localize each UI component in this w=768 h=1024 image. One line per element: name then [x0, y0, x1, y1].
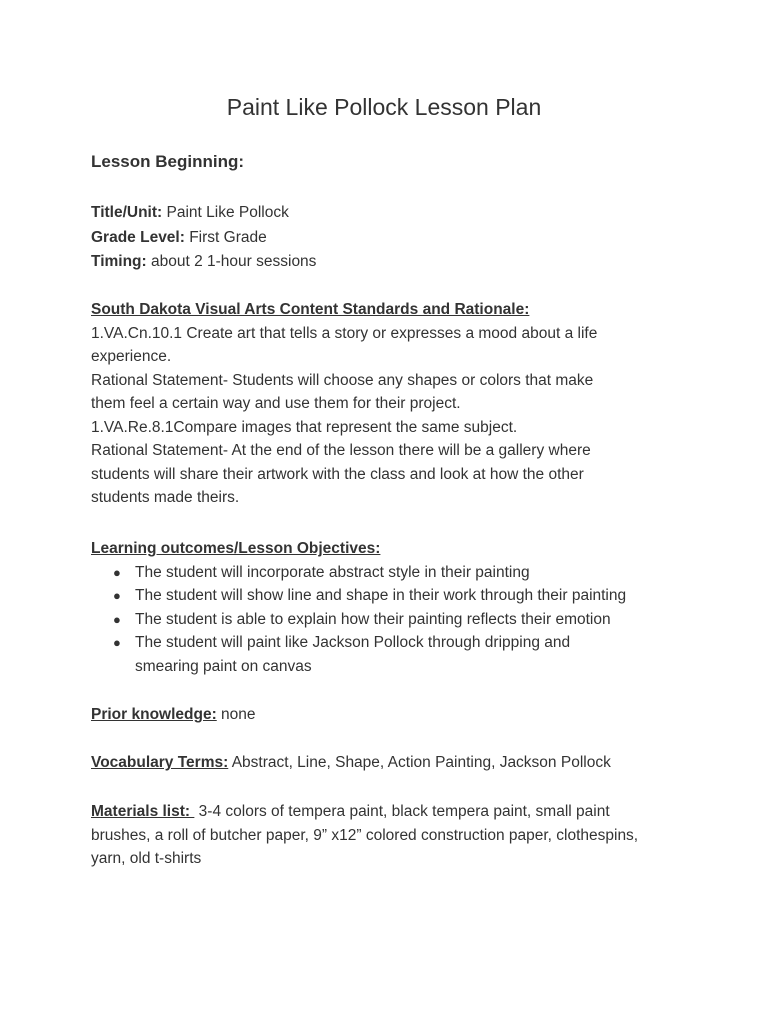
objective-text: The student will show line and shape in their work through their painting	[135, 587, 627, 604]
lesson-beginning-heading: Lesson Beginning:	[91, 152, 244, 171]
standards-line: 1.VA.Cn.10.1 Create art that tells a story or expresses a mood about a life	[91, 324, 598, 342]
timing-field	[91, 250, 691, 274]
prior-knowledge-value: none	[216, 706, 256, 723]
vocabulary-label: Vocabulary Terms:	[91, 754, 229, 771]
standards-line: experience.	[91, 348, 172, 365]
list-item	[91, 631, 635, 678]
grade-level-value: First Grade	[184, 228, 267, 246]
list-item	[91, 561, 691, 585]
objective-text: The student will incorporate abstract style in their painting	[135, 563, 530, 581]
bullet-icon: ●	[113, 635, 121, 650]
standards-line: students made theirs.	[91, 489, 240, 506]
bullet-icon: ●	[113, 611, 121, 627]
standards-section	[91, 298, 691, 510]
list-item	[91, 608, 691, 632]
standards-line: them feel a certain way and use them for their project.	[91, 395, 461, 412]
title-unit-label: Title/Unit:	[91, 204, 163, 221]
objective-text: The student is able to explain how their painting reflects their emotion	[135, 610, 611, 628]
vocabulary-value: Abstract, Line, Shape, Action Painting, Jackson Pollock	[228, 754, 611, 771]
standards-line: Rational Statement- Students will choose any shapes or colors that make	[91, 371, 594, 389]
vocabulary-field	[91, 751, 691, 775]
title-unit-field	[91, 201, 691, 225]
bullet-icon: ●	[113, 564, 121, 580]
materials-value: 3-4 colors of tempera paint, black tempera paint, small paint brushes, a roll of butcher paper, 9” x12” colored construction paper, clothespins, yarn, old t-shirts	[91, 803, 639, 867]
standards-heading: South Dakota Visual Arts Content Standards and Rationale:	[91, 301, 530, 318]
standards-line: students will share their artwork with the class and look at how the other	[91, 465, 584, 483]
document-title: Paint Like Pollock Lesson Plan	[226, 94, 542, 120]
objectives-section	[91, 537, 691, 678]
objectives-list	[91, 561, 691, 679]
objectives-heading: Learning outcomes/Lesson Objectives:	[91, 540, 381, 557]
prior-knowledge-field	[91, 703, 691, 727]
standards-line: Rational Statement- At the end of the lesson there will be a gallery where	[91, 442, 591, 459]
timing-label: Timing:	[91, 253, 147, 270]
grade-level-label: Grade Level:	[91, 228, 185, 246]
bullet-icon: ●	[113, 588, 121, 603]
list-item	[91, 584, 691, 608]
lesson-fields	[91, 201, 691, 274]
materials-field	[91, 800, 671, 871]
objective-text: The student will paint like Jackson Pollock through dripping and smearing paint on canvas	[135, 634, 571, 675]
standards-line: 1.VA.Re.8.1Compare images that represent the same subject.	[91, 418, 518, 436]
grade-level-field	[91, 226, 691, 250]
title-unit-value: Paint Like Pollock	[162, 204, 289, 221]
timing-value: about 2 1-hour sessions	[146, 253, 317, 270]
prior-knowledge-label: Prior knowledge:	[91, 706, 217, 723]
materials-label: Materials list:	[91, 803, 195, 820]
